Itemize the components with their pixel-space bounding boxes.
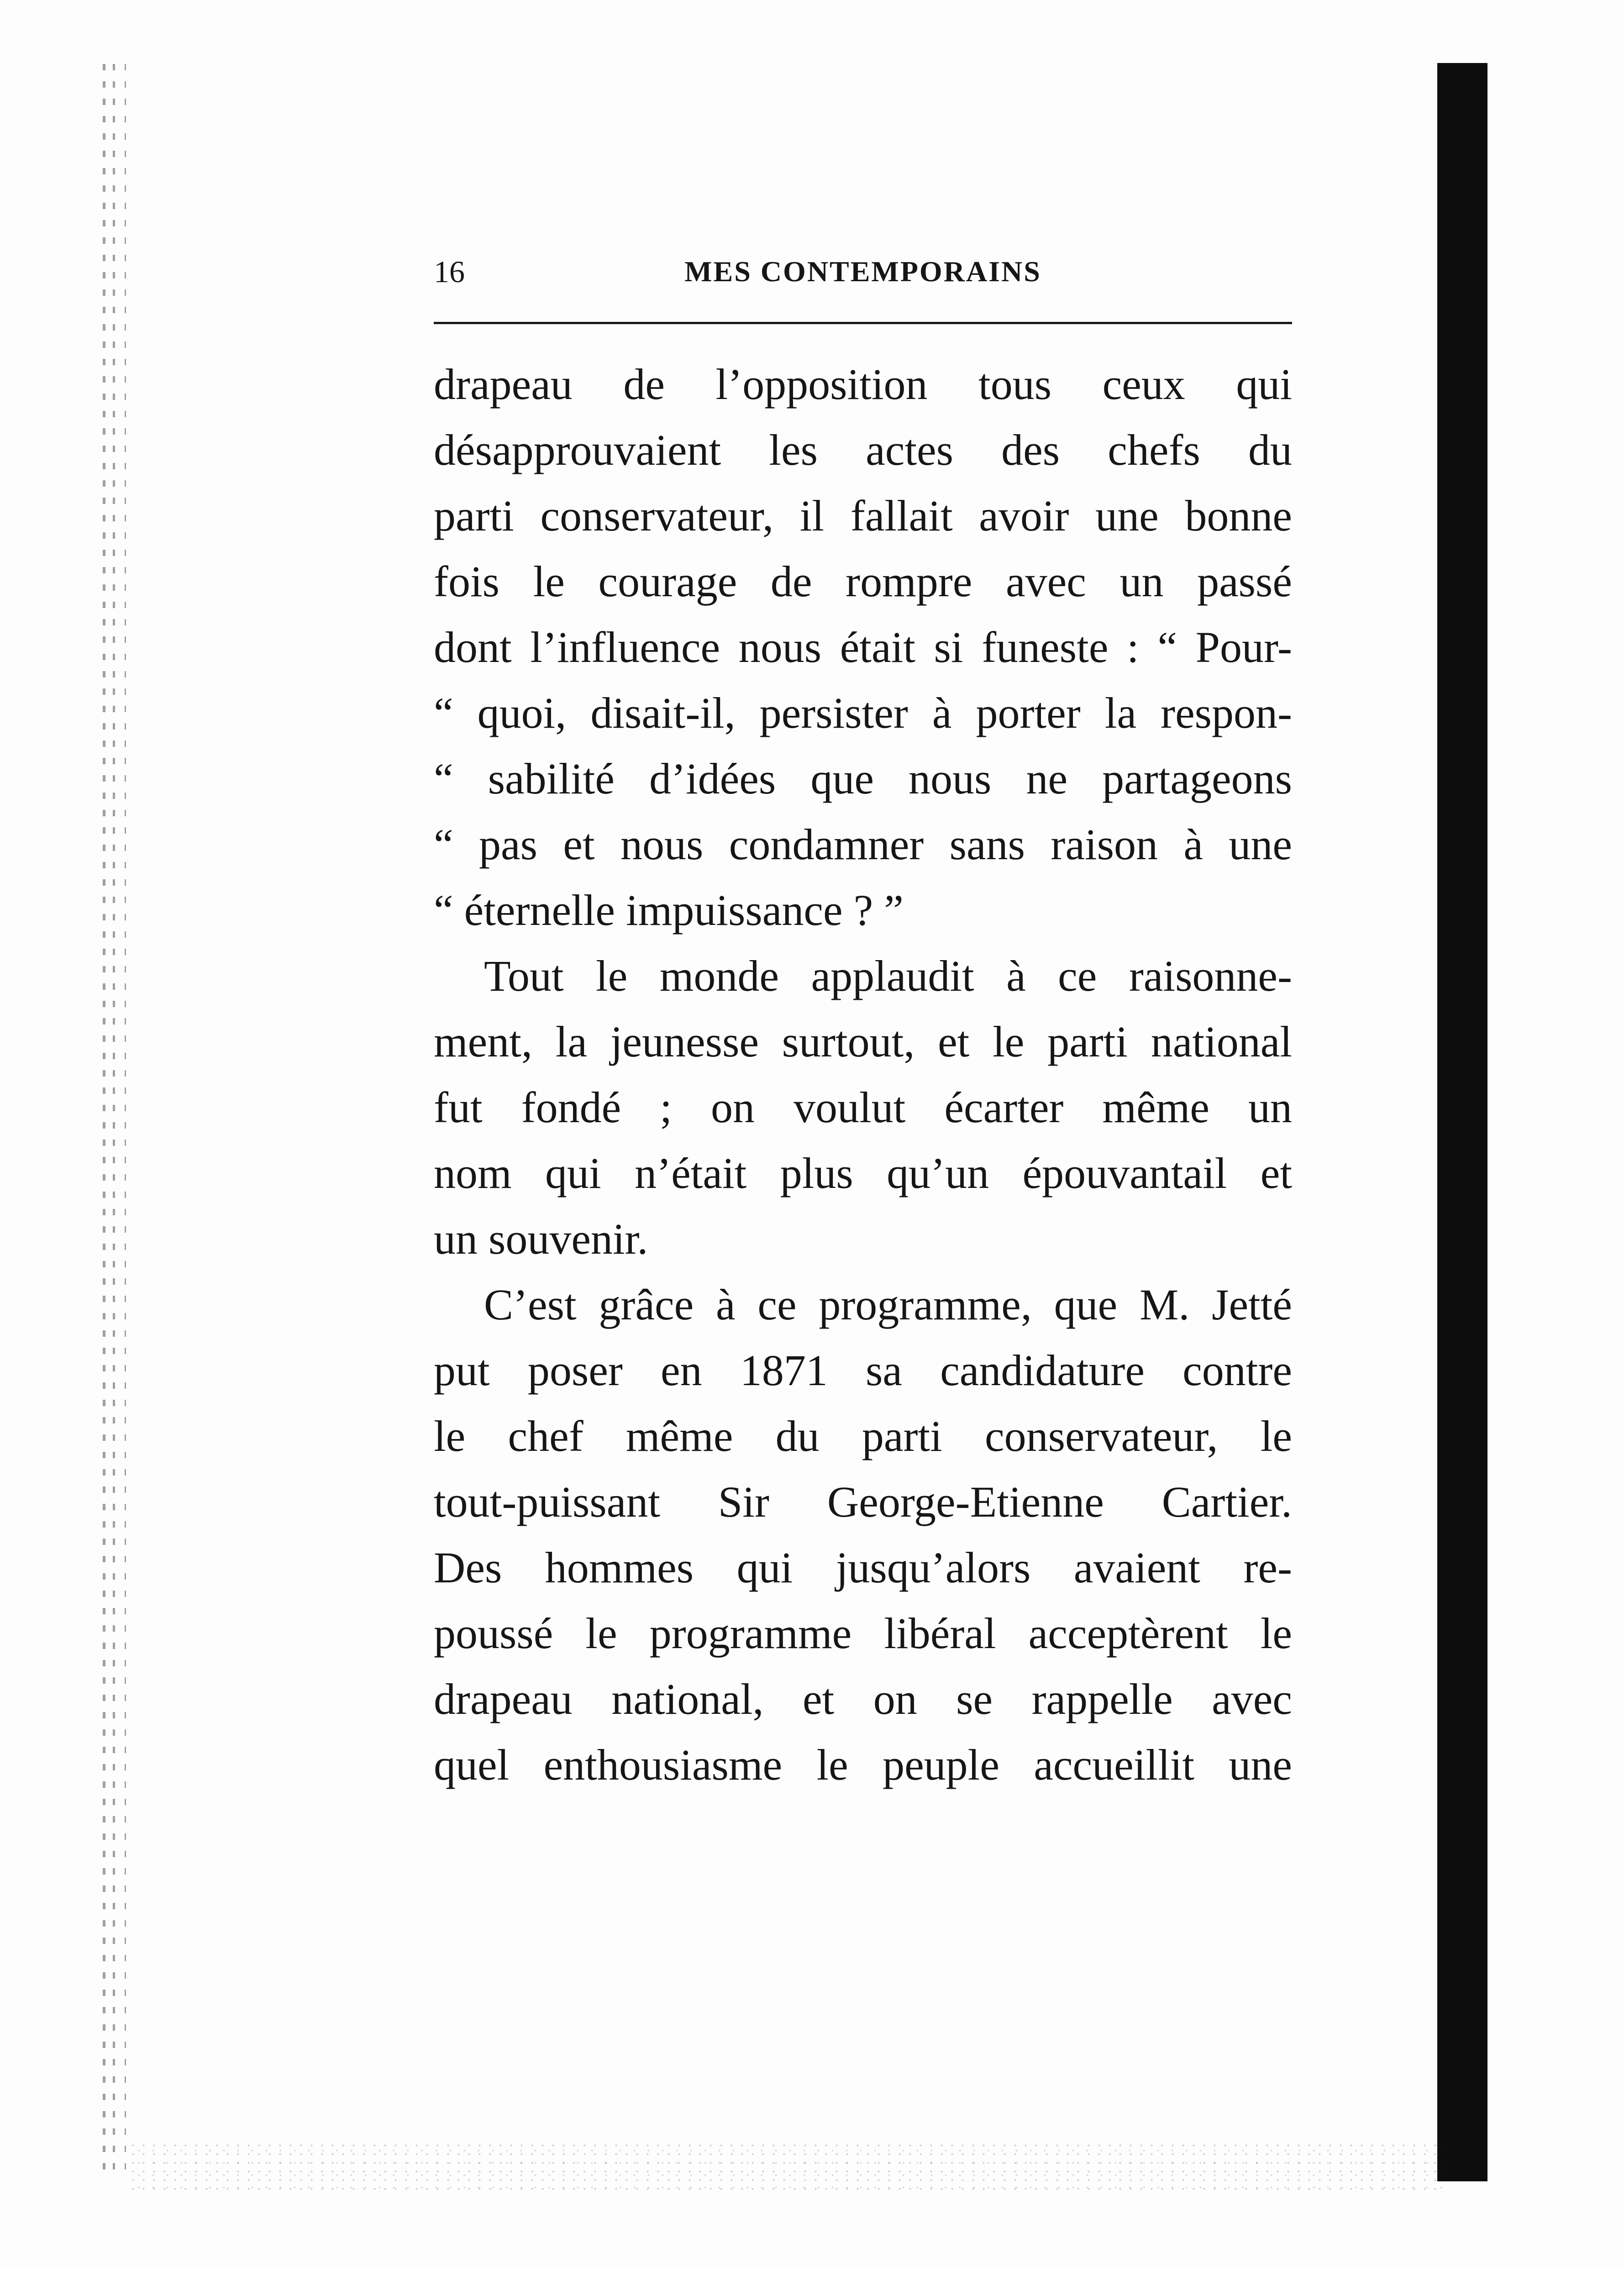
text-line: fois le courage de rompre avec un passé (434, 557, 1292, 606)
text-line: Des hommes qui jusqu’alors avaient re- (434, 1543, 1292, 1592)
text-line: poussé le programme libéral acceptèrent le (434, 1609, 1292, 1658)
text-line: ment, la jeunesse surtout, et le parti national (434, 1017, 1292, 1066)
text-line: nom qui n’était plus qu’un épouvantail et (434, 1149, 1292, 1198)
text-line: parti conservateur, il fallait avoir une bonne (434, 491, 1292, 540)
header-rule (434, 322, 1292, 324)
text-line: “ éternelle impuissance ? ” (434, 886, 904, 935)
scan-noise (128, 2141, 1443, 2191)
text-line: Tout le monde applaudit à ce raisonne- (484, 951, 1292, 1000)
text-line: C’est grâce à ce programme, que M. Jetté (484, 1280, 1292, 1329)
binding-edge-artifact (103, 64, 135, 2173)
text-line: “ pas et nous condamner sans raison à une (434, 820, 1292, 869)
text-line: dont l’influence nous était si funeste : “ Pour- (434, 623, 1292, 672)
running-head: MES CONTEMPORAINS (684, 255, 1041, 288)
page-header (434, 249, 1292, 294)
text-line: put poser en 1871 sa candidature contre (434, 1346, 1292, 1395)
text-line: “ sabilité d’idées que nous ne partageons (434, 754, 1292, 803)
text-line: fut fondé ; on voulut écarter même un (434, 1083, 1292, 1132)
text-line: un souvenir. (434, 1214, 648, 1263)
page-number: 16 (434, 254, 465, 289)
text-line: quel enthousiasme le peuple accueillit une (434, 1740, 1292, 1789)
text-line: le chef même du parti conservateur, le (434, 1412, 1292, 1460)
scanner-edge-bar (1437, 63, 1487, 2181)
text-line: drapeau national, et on se rappelle avec (434, 1675, 1292, 1723)
text-line: désapprouvaient les actes des chefs du (434, 425, 1292, 474)
body-text (434, 352, 1292, 1798)
text-line: drapeau de l’opposition tous ceux qui (434, 360, 1292, 409)
text-line: “ quoi, disait-il, persister à porter la respon- (434, 688, 1292, 737)
text-line: tout-puissant Sir George-Etienne Cartier. (434, 1477, 1292, 1526)
